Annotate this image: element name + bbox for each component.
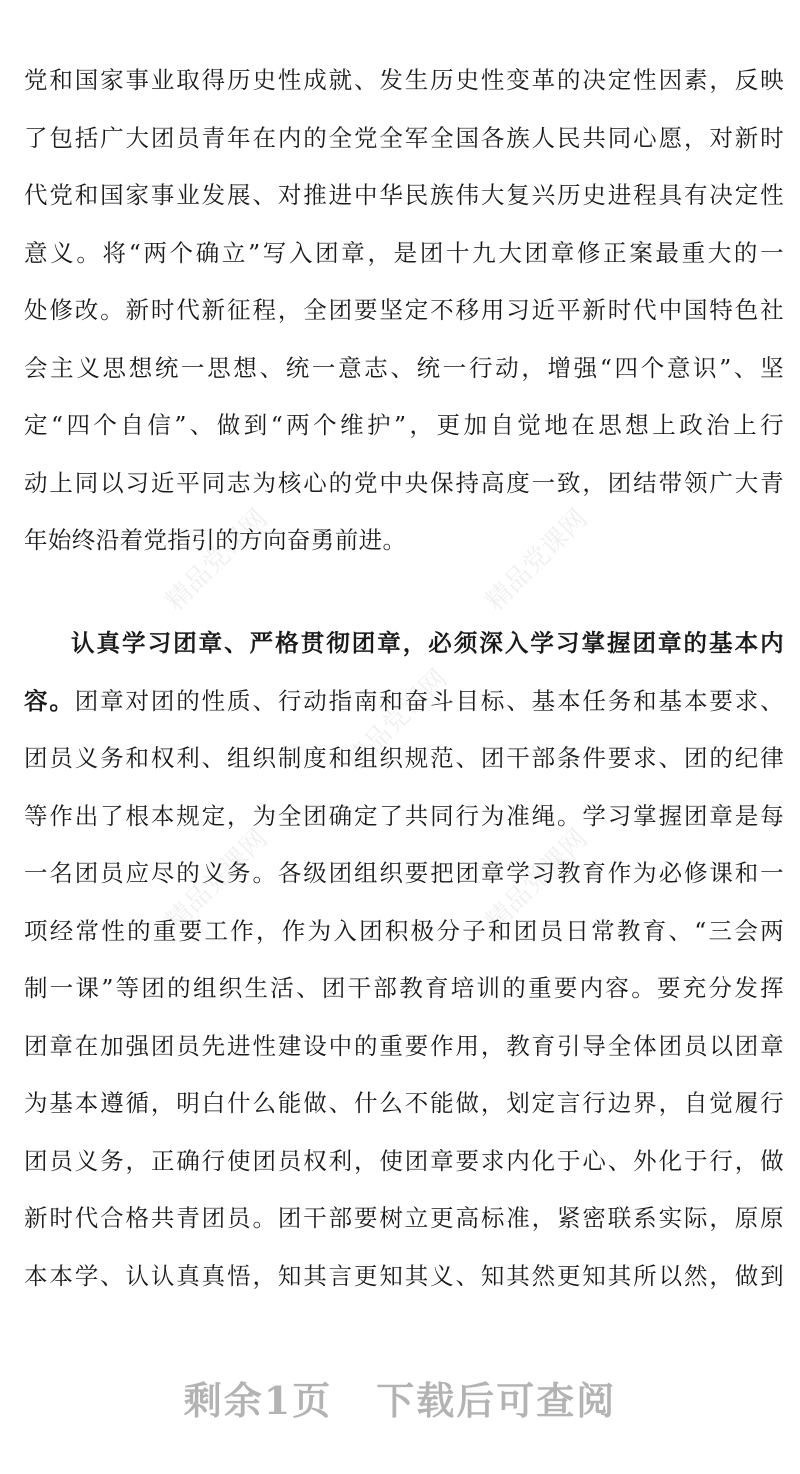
text-line: 了包括广大团员青年在内的全党全军全国各族人民共同心愿，对新时 [24,123,784,152]
text-line: 等作出了根本规定，为全团确定了共同行为准绳。学习掌握团章是每 [24,801,784,830]
bold-heading-text: 容。 [24,686,75,715]
paragraph-1 [24,52,784,570]
text-line: 党和国家事业取得历史性成就、发生历史性变革的决定性因素，反映 [24,66,784,94]
text-line: 团员义务，正确行使团员权利，使团章要求内化于心、外化于行，做 [24,1146,784,1175]
text-line: 意义。将“两个确立”写入团章，是团十九大团章修正案最重大的一 [24,238,784,267]
paragraph-2 [24,615,784,1305]
text-line: 会主义思想统一思想、统一意志、统一行动，增强“四个意识”、坚 [24,353,784,382]
watermark: 精品党课网 [340,663,454,777]
text-line: 团章在加强团员先进性建设中的重要作用，教育引导全体团员以团章 [24,1031,784,1060]
bold-heading-text: 认真学习团章、严格贯彻团章，必须深入学习掌握团章的基本内 [71,629,784,657]
text-line: 代党和国家事业发展、对推进中华民族伟大复兴历史进程具有决定性 [24,181,784,209]
text-line: 动上同以习近平同志为核心的党中央保持高度一致，团结带领广大青 [24,468,784,497]
watermark: 精品党课网 [480,503,594,617]
watermark: 精品党课网 [160,503,274,617]
text-line: 本本学、认认真真悟，知其言更知其义、知其然更知其所以然，做到 [24,1261,784,1290]
download-to-view-label: 下载后可查阅 [376,1378,617,1423]
text-line: 为基本遵循，明白什么能做、什么不能做，划定言行边界，自觉履行 [24,1089,784,1117]
watermark: 精品党课网 [160,823,274,937]
text-line: 项经常性的重要工作，作为入团积极分子和团员日常教育、“三会两 [24,916,784,945]
text-line: 一名团员应尽的义务。各级团组织要把团章学习教育作为必修课和一 [24,859,784,887]
download-prompt[interactable] [0,1370,800,1425]
text-line-bold [24,615,784,673]
text-line: 团员义务和权利、组织制度和组织规范、团干部条件要求、团的纪律 [24,744,784,772]
text-line: 年始终沿着党指引的方向奋勇前进。 [24,526,407,554]
text-line: 制一课”等团的组织生活、团干部教育培训的重要内容。要充分发挥 [24,974,784,1002]
text-line: 处修改。新时代新征程，全团要坚定不移用习近平新时代中国特色社 [24,296,784,324]
text-line [24,673,784,731]
body-text: 团章对团的性质、行动指南和奋斗目标、基本任务和基本要求、 [74,686,784,715]
text-line: 定“四个自信”、做到“两个维护”，更加自觉地在思想上政治上行 [24,411,784,439]
remaining-pages-label: 剩余1页 [183,1378,333,1423]
watermark: 精品党课网 [480,823,594,937]
text-line: 新时代合格共青团员。团干部要树立更高标准，紧密联系实际，原原 [24,1204,784,1232]
